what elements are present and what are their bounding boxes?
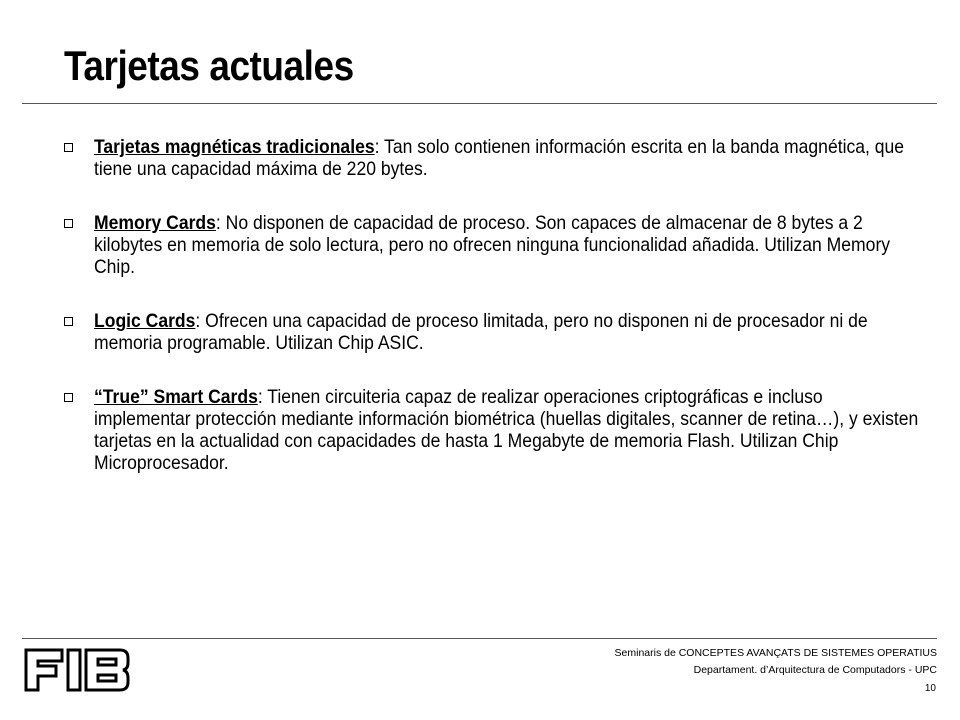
bullet-term: Tarjetas magnéticas tradicionales — [94, 136, 375, 158]
bullet-text: : Ofrecen una capacidad de proceso limitada, pero no disponen ni de procesador ni de memoria programable. Utilizan Chip ASIC. — [94, 310, 868, 354]
bullet-term: Memory Cards — [94, 212, 216, 234]
bullet-text: : Tan solo contienen información escrita en la banda magnética, que tiene una capacidad máxima de 220 bytes. — [94, 136, 905, 180]
fib-logo — [24, 648, 130, 692]
square-bullet-icon — [64, 317, 73, 326]
bullet-list — [60, 136, 920, 506]
square-bullet-icon — [64, 143, 73, 152]
square-bullet-icon — [64, 393, 73, 402]
bullet-term: “True” Smart Cards — [94, 386, 258, 408]
bullet-item — [60, 386, 920, 474]
footer-department-line: Departament. d’Arquitectura de Computadors - UPC — [693, 664, 937, 676]
square-bullet-icon — [64, 219, 73, 228]
bullet-item — [60, 136, 920, 180]
bullet-text: : Tienen circuiteria capaz de realizar operaciones criptográficas e incluso implementar protección mediante información biométrica (huellas digitales, scanner de retina…), y existen tarjetas en la actualidad con capacidades de hasta 1 Megabyte de memoria Flash. Utilizan Chip Microprocesador. — [94, 386, 919, 474]
bullet-item — [60, 310, 920, 354]
title-divider — [22, 103, 937, 104]
slide-title: Tarjetas actuales — [64, 42, 354, 89]
bullet-item — [60, 212, 920, 278]
footer-divider — [22, 638, 937, 639]
footer-seminar-line: Seminaris de CONCEPTES AVANÇATS DE SISTEMES OPERATIUS — [614, 647, 937, 659]
footer-credits — [615, 645, 937, 679]
bullet-text: : No disponen de capacidad de proceso. Son capaces de almacenar de 8 bytes a 2 kilobytes en memoria de solo lectura, pero no ofrecen ninguna funcionalidad añadida. Utilizan Memory Chip. — [94, 212, 891, 278]
bullet-term: Logic Cards — [94, 310, 196, 332]
page-number: 10 — [924, 683, 936, 694]
